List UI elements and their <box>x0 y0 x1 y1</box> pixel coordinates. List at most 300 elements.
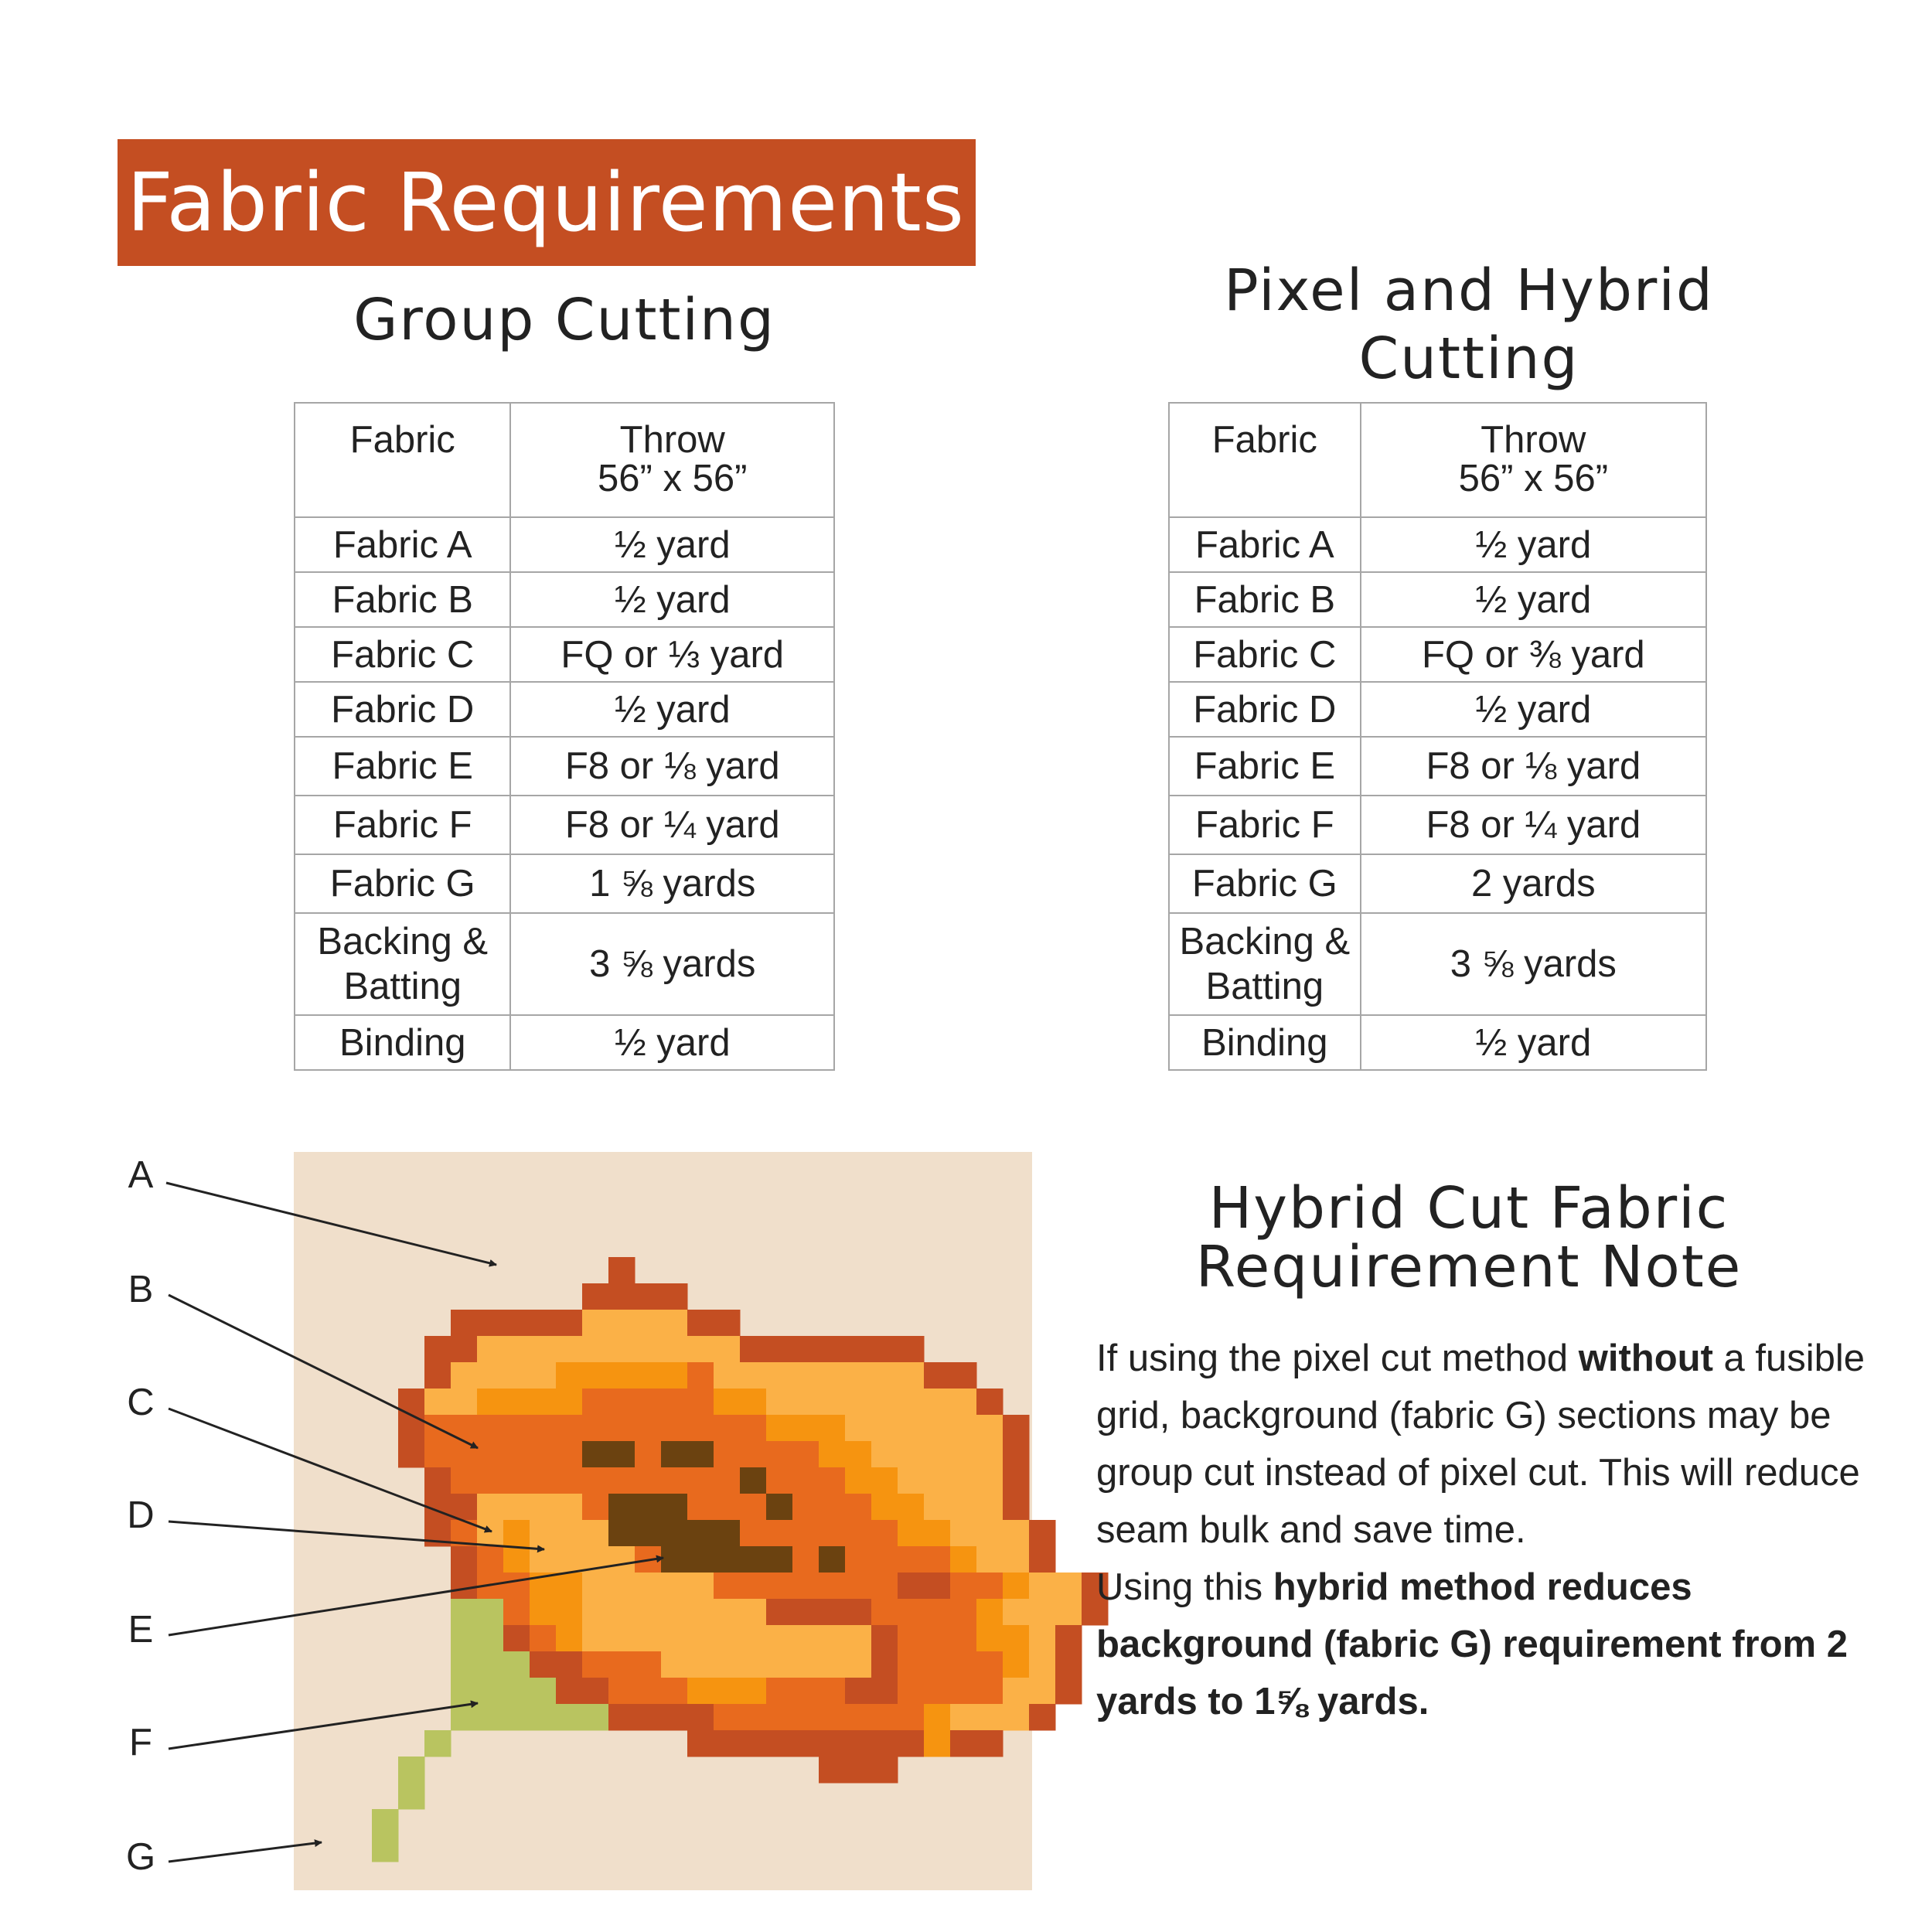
pixel-a <box>976 1389 1003 1416</box>
pixel-a <box>766 1599 793 1626</box>
pixel-b <box>845 1494 872 1521</box>
pixel-b <box>661 1415 688 1442</box>
pixel-b <box>819 1704 846 1731</box>
pixel-a <box>687 1310 714 1337</box>
pixel-a <box>1055 1651 1082 1678</box>
pixel-c <box>1003 1520 1030 1547</box>
pixel-b <box>924 1546 951 1573</box>
pixel-b <box>503 1573 530 1600</box>
pixel-d <box>635 1362 662 1389</box>
pixel-c <box>582 1520 609 1547</box>
fabric-cell: Fabric G <box>295 854 510 913</box>
pixel-b <box>608 1389 635 1416</box>
pixel-d <box>556 1625 583 1652</box>
pixel-d <box>503 1546 530 1573</box>
pixel-a <box>424 1467 451 1494</box>
pixel-d <box>924 1520 951 1547</box>
pixel-b <box>556 1467 583 1494</box>
pixel-c <box>976 1415 1003 1442</box>
pixel-a <box>740 1730 767 1757</box>
pixel-b <box>898 1599 925 1626</box>
pixel-b <box>950 1678 977 1705</box>
pixel-c <box>503 1362 530 1389</box>
pixel-c <box>1029 1678 1056 1705</box>
qty-cell: F8 or ¼ yard <box>1361 796 1706 854</box>
qty-cell: FQ or ⅜ yard <box>1361 627 1706 682</box>
pixel-a <box>1055 1678 1082 1705</box>
pixel-c <box>608 1599 635 1626</box>
pixel-a <box>451 1310 478 1337</box>
pixel-c <box>950 1494 977 1521</box>
pixel-c <box>898 1389 925 1416</box>
pixel-e <box>740 1546 767 1573</box>
pixel-c <box>687 1625 714 1652</box>
pixel-b <box>819 1678 846 1705</box>
pixel-a <box>871 1651 898 1678</box>
pixel-d <box>845 1441 872 1468</box>
pixel-e <box>687 1520 714 1547</box>
qty-cell: ½ yard <box>510 572 834 627</box>
pixel-d <box>845 1467 872 1494</box>
pixel-a <box>924 1362 951 1389</box>
pixel-c <box>635 1573 662 1600</box>
pixel-c <box>898 1362 925 1389</box>
pixel-b <box>924 1678 951 1705</box>
pixel-a <box>792 1599 819 1626</box>
pixel-cutting-title-line2: Cutting <box>1358 325 1579 392</box>
pixel-c <box>661 1336 688 1363</box>
pixel-e <box>766 1546 793 1573</box>
pixel-b <box>635 1415 662 1442</box>
pixel-f <box>556 1704 583 1731</box>
pixel-c <box>976 1441 1003 1468</box>
pixel-b <box>582 1467 609 1494</box>
pixel-c <box>608 1336 635 1363</box>
pixel-c <box>766 1362 793 1389</box>
pixel-b <box>635 1651 662 1678</box>
pixel-f <box>477 1599 504 1626</box>
qty-cell: ½ yard <box>1361 682 1706 737</box>
pixel-b <box>766 1441 793 1468</box>
qty-cell: ½ yard <box>1361 572 1706 627</box>
pixel-a <box>1003 1494 1030 1521</box>
pixel-c <box>661 1310 688 1337</box>
pixel-b <box>740 1704 767 1731</box>
pixel-e <box>714 1546 741 1573</box>
pixel-a <box>556 1651 583 1678</box>
pixel-b <box>608 1415 635 1442</box>
pixel-b <box>530 1625 557 1652</box>
pixel-a <box>556 1678 583 1705</box>
pixel-a <box>845 1757 872 1784</box>
pixel-c <box>819 1651 846 1678</box>
pixel-b <box>898 1704 925 1731</box>
pixel-f <box>477 1704 504 1731</box>
pixel-a <box>871 1678 898 1705</box>
pixel-b <box>766 1704 793 1731</box>
pixel-c <box>976 1704 1003 1731</box>
pixel-b <box>871 1599 898 1626</box>
pixel-b <box>819 1467 846 1494</box>
pixel-f <box>477 1625 504 1652</box>
pixel-a <box>898 1336 925 1363</box>
pixel-b <box>477 1415 504 1442</box>
pixel-c <box>503 1336 530 1363</box>
pixel-d <box>1003 1625 1030 1652</box>
fabric-cell: Fabric A <box>295 517 510 572</box>
pixel-f <box>424 1730 451 1757</box>
pixel-b <box>766 1678 793 1705</box>
pixel-b <box>740 1573 767 1600</box>
pixel-b <box>950 1625 977 1652</box>
pixel-b <box>687 1494 714 1521</box>
pixel-c <box>530 1362 557 1389</box>
pixel-b <box>819 1494 846 1521</box>
qty-cell: ½ yard <box>510 1015 834 1070</box>
pixel-a <box>503 1625 530 1652</box>
pixel-a <box>740 1336 767 1363</box>
pixel-e <box>661 1494 688 1521</box>
pixel-b <box>792 1467 819 1494</box>
pixel-a <box>687 1704 714 1731</box>
pixel-c <box>898 1467 925 1494</box>
pixel-c <box>871 1415 898 1442</box>
pixel-d <box>477 1389 504 1416</box>
pixel-e <box>608 1494 635 1521</box>
note-paragraph-1: If using the pixel cut method without a fusible grid, background (fabric G) sections may be group cut instead of pixel cut. This will reduce seam bulk and save time. <box>1096 1337 1866 1551</box>
header-size-line1: Throw <box>619 419 725 461</box>
pixel-c <box>950 1520 977 1547</box>
pixel-b <box>714 1494 741 1521</box>
pixel-c <box>608 1310 635 1337</box>
pixel-c <box>924 1494 951 1521</box>
pixel-b <box>845 1704 872 1731</box>
hybrid-note-title-line1: Hybrid Cut Fabric <box>1208 1175 1729 1242</box>
pixel-d <box>556 1573 583 1600</box>
pixel-c <box>976 1467 1003 1494</box>
pixel-a <box>898 1573 925 1600</box>
pixel-b <box>530 1467 557 1494</box>
pixel-c <box>976 1520 1003 1547</box>
pixel-a <box>714 1310 741 1337</box>
pixel-c <box>1003 1678 1030 1705</box>
pixel-f <box>503 1704 530 1731</box>
pixel-c <box>950 1467 977 1494</box>
pixel-c <box>1055 1599 1082 1626</box>
qty-cell: 1 ⅝ yards <box>510 854 834 913</box>
pixel-d <box>582 1362 609 1389</box>
pixel-b <box>871 1704 898 1731</box>
pixel-c <box>714 1362 741 1389</box>
pixel-c <box>556 1336 583 1363</box>
pixel-c <box>871 1441 898 1468</box>
pixel-f <box>503 1651 530 1678</box>
pixel-c <box>556 1520 583 1547</box>
pixel-c <box>792 1362 819 1389</box>
pixel-a <box>1055 1625 1082 1652</box>
pixel-c <box>661 1599 688 1626</box>
pixel-b <box>819 1573 846 1600</box>
pixel-f <box>372 1809 399 1836</box>
pixel-d <box>714 1389 741 1416</box>
pixel-b <box>608 1678 635 1705</box>
pixel-a <box>424 1362 451 1389</box>
pixel-c <box>792 1389 819 1416</box>
pixel-c <box>582 1625 609 1652</box>
pixel-d <box>976 1599 1003 1626</box>
pixel-e <box>714 1520 741 1547</box>
pixel-a <box>635 1704 662 1731</box>
pixel-b <box>477 1546 504 1573</box>
fabric-cell: Fabric B <box>1169 572 1361 627</box>
pixel-b <box>976 1573 1003 1600</box>
pixel-b <box>608 1651 635 1678</box>
pixel-b <box>582 1651 609 1678</box>
pixel-a <box>819 1599 846 1626</box>
pixel-f <box>530 1678 557 1705</box>
pixel-a <box>871 1757 898 1784</box>
pixel-a <box>898 1730 925 1757</box>
pixel-b <box>792 1573 819 1600</box>
pixel-b <box>976 1651 1003 1678</box>
pixel-c <box>898 1415 925 1442</box>
pixel-f <box>451 1625 478 1652</box>
qty-cell: 3 ⅝ yards <box>510 913 834 1015</box>
pixel-d <box>556 1362 583 1389</box>
pixel-c <box>635 1625 662 1652</box>
pixel-b <box>871 1546 898 1573</box>
pixel-b <box>740 1441 767 1468</box>
pixel-a <box>1029 1520 1056 1547</box>
pixel-b <box>714 1415 741 1442</box>
pixel-a <box>635 1283 662 1310</box>
pixel-a <box>819 1757 846 1784</box>
pixel-d <box>740 1678 767 1705</box>
pixel-b <box>898 1651 925 1678</box>
pixel-f <box>503 1678 530 1705</box>
pixel-b <box>608 1467 635 1494</box>
hybrid-note-body <box>1096 1330 1877 1730</box>
pixel-d <box>740 1389 767 1416</box>
pixel-e <box>687 1546 714 1573</box>
qty-cell: F8 or ⅛ yard <box>510 737 834 796</box>
pixel-e <box>582 1441 609 1468</box>
pixel-a <box>792 1336 819 1363</box>
qty-cell: ½ yard <box>510 682 834 737</box>
pixel-b <box>766 1520 793 1547</box>
pixel-b <box>687 1415 714 1442</box>
pixel-b <box>635 1678 662 1705</box>
pixel-d <box>687 1678 714 1705</box>
pixel-c <box>714 1336 741 1363</box>
pixel-c <box>608 1625 635 1652</box>
pixel-a <box>477 1310 504 1337</box>
pixel-c <box>661 1625 688 1652</box>
pixel-b <box>792 1678 819 1705</box>
pixel-d <box>924 1730 951 1757</box>
pixel-b <box>582 1389 609 1416</box>
pixel-c <box>924 1389 951 1416</box>
pixel-a <box>687 1730 714 1757</box>
pixel-a <box>608 1704 635 1731</box>
pixel-b <box>503 1441 530 1468</box>
pixel-b <box>898 1625 925 1652</box>
pixel-c <box>792 1625 819 1652</box>
fabric-cell: Backing & Batting <box>295 913 510 1015</box>
pixel-b <box>635 1467 662 1494</box>
pixel-a <box>608 1283 635 1310</box>
pixel-c <box>845 1415 872 1442</box>
pixel-cutting-title-line1: Pixel and Hybrid <box>1224 257 1714 324</box>
pixel-c <box>635 1310 662 1337</box>
qty-cell: F8 or ⅛ yard <box>1361 737 1706 796</box>
pixel-b <box>766 1573 793 1600</box>
pixel-b <box>792 1520 819 1547</box>
qty-cell: ½ yard <box>1361 517 1706 572</box>
diagram-label-d: D <box>127 1494 155 1536</box>
pixel-c <box>477 1362 504 1389</box>
pixel-a <box>451 1546 478 1573</box>
pixel-d <box>819 1415 846 1442</box>
pixel-a <box>451 1336 478 1363</box>
pixel-b <box>792 1494 819 1521</box>
pixel-c <box>740 1651 767 1678</box>
pixel-a <box>924 1573 951 1600</box>
pixel-d <box>608 1362 635 1389</box>
pixel-c <box>845 1625 872 1652</box>
pixel-c <box>582 1310 609 1337</box>
pixel-c <box>714 1625 741 1652</box>
pixel-b <box>792 1441 819 1468</box>
pixel-f <box>582 1704 609 1731</box>
note-paragraph-2: Using this hybrid method reduces background (fabric G) requirement from 2 yards to 1⅝ yards. <box>1096 1566 1848 1722</box>
pixel-a <box>556 1310 583 1337</box>
pixel-c <box>687 1651 714 1678</box>
pixel-a <box>845 1336 872 1363</box>
hybrid-note-title-line2: Requirement Note <box>1195 1234 1743 1300</box>
fabric-cell: Fabric E <box>295 737 510 796</box>
pixel-c <box>871 1362 898 1389</box>
pixel-c <box>635 1336 662 1363</box>
pixel-b <box>556 1441 583 1468</box>
pixel-b <box>871 1520 898 1547</box>
pixel-d <box>898 1520 925 1547</box>
pixel-b <box>976 1678 1003 1705</box>
pixel-c <box>687 1599 714 1626</box>
pixel-b <box>582 1415 609 1442</box>
pixel-e <box>608 1520 635 1547</box>
pixel-b <box>819 1520 846 1547</box>
pixel-d <box>661 1362 688 1389</box>
pixel-f <box>530 1704 557 1731</box>
pixel-e <box>687 1441 714 1468</box>
pixel-b <box>924 1599 951 1626</box>
pixel-b <box>740 1415 767 1442</box>
pixel-c <box>477 1494 504 1521</box>
pixel-d <box>714 1678 741 1705</box>
pixel-c <box>451 1389 478 1416</box>
pixel-b <box>871 1573 898 1600</box>
pixel-b <box>451 1467 478 1494</box>
pixel-c <box>661 1651 688 1678</box>
pixel-d <box>924 1704 951 1731</box>
pixel-e <box>661 1546 688 1573</box>
pixel-c <box>898 1441 925 1468</box>
pixel-c <box>924 1415 951 1442</box>
pixel-b <box>740 1520 767 1547</box>
pixel-c <box>950 1389 977 1416</box>
pixel-e <box>819 1546 846 1573</box>
diagram-label-a: A <box>128 1154 154 1196</box>
pixel-b <box>792 1546 819 1573</box>
pixel-a <box>1029 1546 1056 1573</box>
pixel-c <box>766 1625 793 1652</box>
pixel-b <box>503 1415 530 1442</box>
pixel-c <box>845 1651 872 1678</box>
pixel-f <box>451 1599 478 1626</box>
pixel-a <box>871 1730 898 1757</box>
fabric-cell: Binding <box>1169 1015 1361 1070</box>
pixel-c <box>766 1389 793 1416</box>
pixel-b <box>766 1467 793 1494</box>
pixel-a <box>766 1730 793 1757</box>
pixel-b <box>477 1441 504 1468</box>
pixel-c <box>530 1520 557 1547</box>
pixel-d <box>898 1494 925 1521</box>
fabric-cell: Fabric F <box>295 796 510 854</box>
pixel-c <box>608 1573 635 1600</box>
pixel-b <box>950 1573 977 1600</box>
pixel-c <box>924 1467 951 1494</box>
pixel-b <box>582 1494 609 1521</box>
pixel-c <box>635 1599 662 1626</box>
pixel-a <box>398 1441 425 1468</box>
pixel-e <box>635 1494 662 1521</box>
pixel-d <box>871 1467 898 1494</box>
pixel-b <box>477 1467 504 1494</box>
pixel-b <box>714 1441 741 1468</box>
pixel-a <box>503 1310 530 1337</box>
diagram-label-f: F <box>129 1722 152 1763</box>
pixel-b <box>635 1389 662 1416</box>
pixel-b <box>687 1362 714 1389</box>
pixel-f <box>451 1651 478 1678</box>
pixel-a <box>792 1730 819 1757</box>
pixel-a <box>819 1336 846 1363</box>
fabric-cell: Fabric F <box>1169 796 1361 854</box>
fabric-cell: Fabric C <box>295 627 510 682</box>
pixel-b <box>503 1599 530 1626</box>
fabric-cell: Fabric A <box>1169 517 1361 572</box>
pixel-a <box>950 1362 977 1389</box>
pixel-d <box>556 1599 583 1626</box>
pixel-f <box>398 1783 425 1810</box>
header-size-line2: 56” x 56” <box>1458 458 1609 499</box>
pixel-f <box>477 1651 504 1678</box>
pixel-a <box>871 1625 898 1652</box>
pixel-b <box>661 1678 688 1705</box>
qty-cell: FQ or ⅓ yard <box>510 627 834 682</box>
pixel-c <box>845 1362 872 1389</box>
pixel-a <box>608 1257 635 1284</box>
pixel-a <box>845 1599 872 1626</box>
pixel-e <box>766 1494 793 1521</box>
pixel-d <box>766 1415 793 1442</box>
pixel-d <box>976 1625 1003 1652</box>
pixel-c <box>608 1546 635 1573</box>
header-fabric: Fabric <box>1169 403 1361 517</box>
pixel-c <box>503 1494 530 1521</box>
